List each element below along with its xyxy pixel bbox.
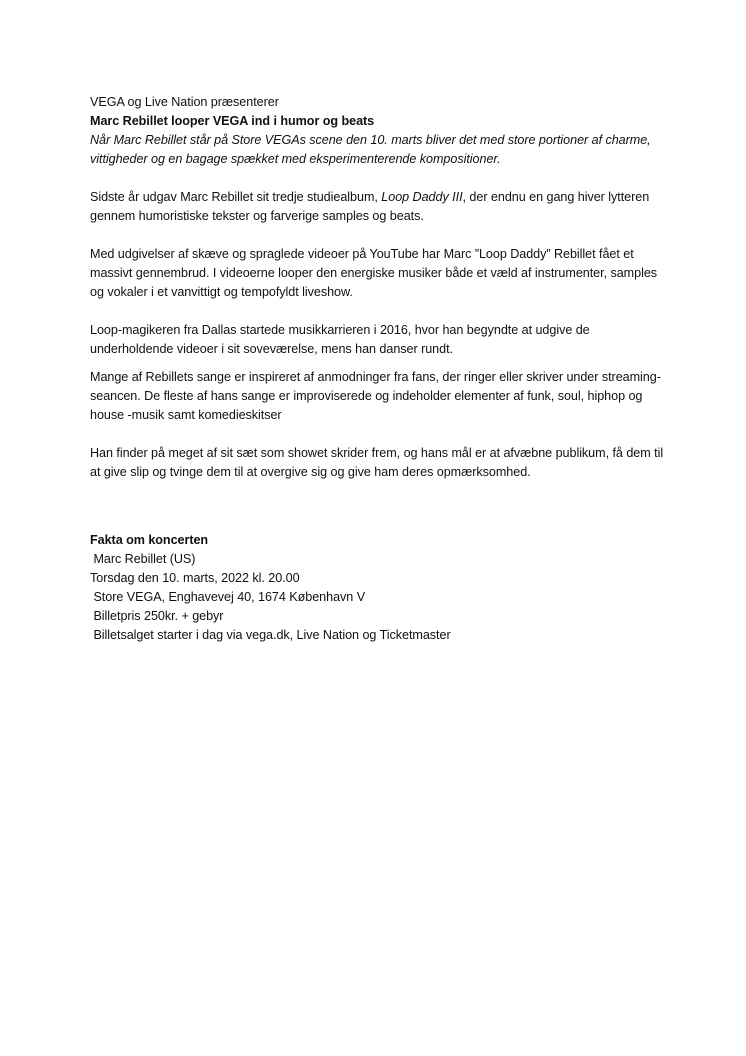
- paragraph-show: Han finder på meget af sit sæt som showet skrider frem, og hans mål er at afvæbne publikum, få dem til at give slip og tvinge dem til at overgive sig og give ham deres opmærksomhed.: [90, 446, 664, 479]
- paragraph-album: [90, 188, 670, 226]
- facts-date: Torsdag den 10. marts, 2022 kl. 20.00: [90, 571, 300, 585]
- press-release-body: [90, 93, 670, 645]
- paragraph-youtube: Med udgivelser af skæve og spraglede videoer på YouTube har Marc ”Loop Daddy” Rebillet fået et massivt gennembrud. I videoerne looper den energiske musiker både et væld af instrumenter, samples og vokaler i et vanvittigt og tempofyldt liveshow.: [90, 247, 658, 299]
- intro-line: VEGA og Live Nation præsenterer: [90, 95, 279, 109]
- lead-paragraph: Når Marc Rebillet står på Store VEGAs scene den 10. marts bliver det med store portioner af charme, vittigheder og en bagage spækket med eksperimenterende kompositioner.: [90, 133, 651, 166]
- facts-heading: Fakta om koncerten: [90, 533, 209, 547]
- album-title: Loop Daddy III: [381, 190, 463, 204]
- facts-price: Billetpris 250kr. + gebyr: [90, 609, 224, 623]
- headline: Marc Rebillet looper VEGA ind i humor og beats: [90, 114, 375, 128]
- paragraph-fans: Mange af Rebillets sange er inspireret af anmodninger fra fans, der ringer eller skriver under streaming-seancen. De fleste af hans sange er improviserede og indeholder elementer af funk, soul, hiphop og house -musik samt komedieskitser: [90, 370, 661, 422]
- facts-section: [90, 531, 670, 645]
- paragraph-album-text-before: Sidste år udgav Marc Rebillet sit tredje studiealbum,: [90, 190, 382, 204]
- facts-ticket-sale: Billetsalget starter i dag via vega.dk, Live Nation og Ticketmaster: [90, 628, 451, 642]
- facts-artist: Marc Rebillet (US): [90, 552, 196, 566]
- paragraph-career: Loop-magikeren fra Dallas startede musikkarrieren i 2016, hvor han begyndte at udgive de underholdende videoer i sit soveværelse, mens han danser rundt.: [90, 323, 590, 356]
- facts-venue: Store VEGA, Enghavevej 40, 1674 København V: [90, 590, 366, 604]
- paragraph-album-text-after: , der endnu en gang hiver lytteren gennem humoristiske tekster og farverige samples og beats.: [90, 190, 650, 223]
